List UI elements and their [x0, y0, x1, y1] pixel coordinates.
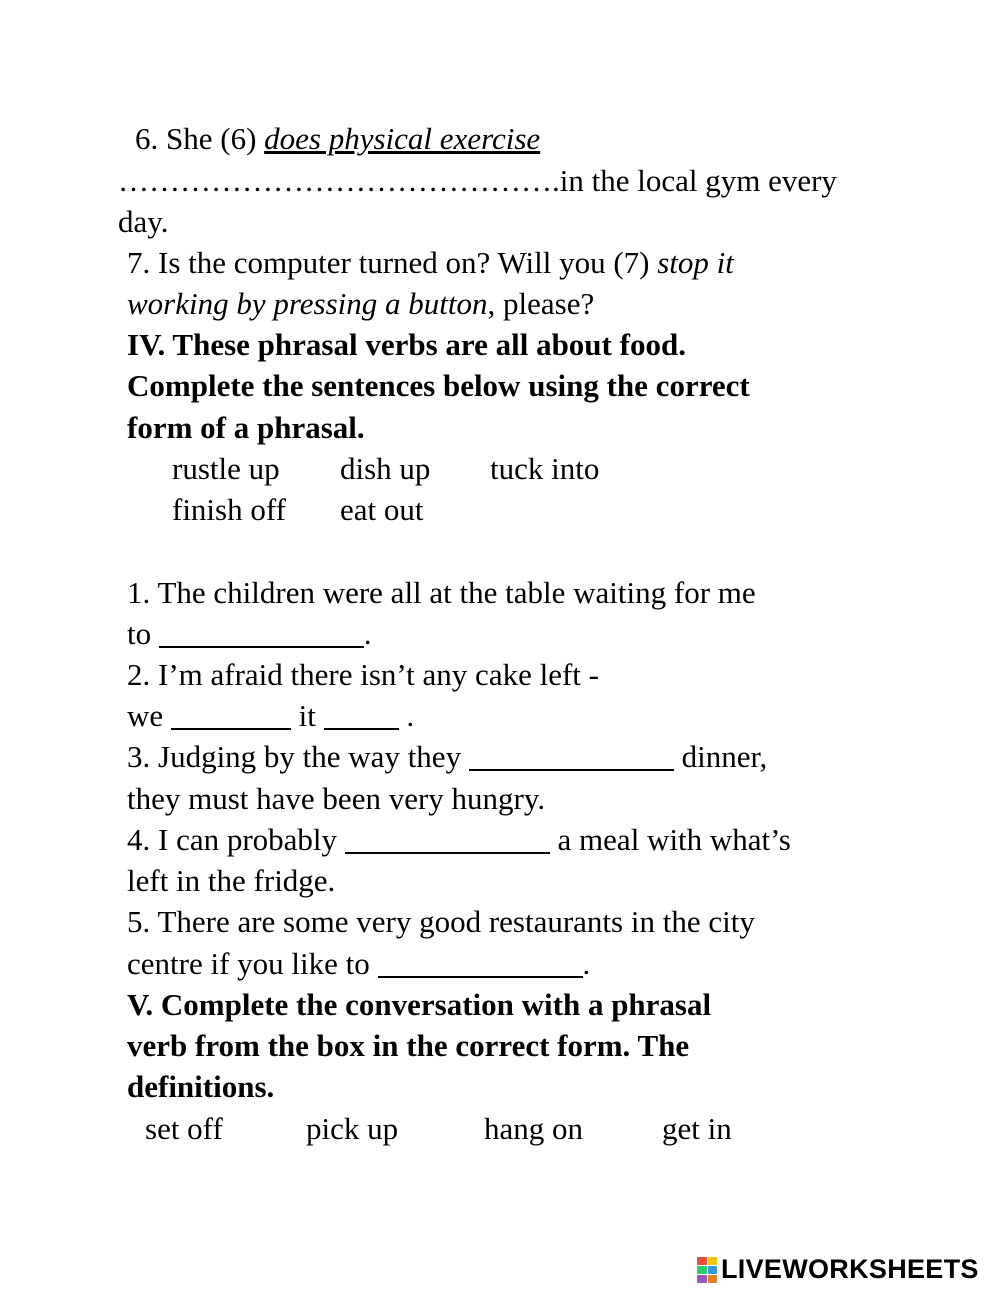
- question-1-to: to: [127, 616, 152, 651]
- word-finish-off: finish off: [172, 492, 286, 527]
- item-6-end: day.: [118, 204, 169, 239]
- question-4-line-1: [127, 820, 791, 860]
- answer-blank-2b[interactable]: [324, 698, 399, 730]
- answer-blank-2a[interactable]: [171, 698, 291, 730]
- item-6-tail: in the local gym every: [559, 163, 837, 198]
- item-6-prefix: 6. She (6): [135, 121, 265, 156]
- question-3-line-1: [127, 737, 767, 777]
- question-3-line-2: they must have been very hungry.: [127, 781, 546, 816]
- word-dish-up: dish up: [340, 451, 431, 486]
- question-4-line-2: left in the fridge.: [127, 863, 336, 898]
- question-2-line-1: 2. I’m afraid there isn’t any cake left -: [127, 657, 599, 692]
- item-7-prefix: 7. Is the computer turned on? Will you (7): [127, 245, 658, 280]
- question-5-line-1: 5. There are some very good restaurants in the city: [127, 904, 755, 939]
- question-4-start: 4. I can probably: [127, 822, 338, 857]
- question-4-end: a meal with what’s: [557, 822, 791, 857]
- item-7-italic-2: working by pressing a button: [127, 286, 488, 321]
- question-2-line-2: [127, 696, 414, 736]
- question-1-line-1: 1. The children were all at the table waiting for me: [127, 575, 756, 610]
- liveworksheets-logo-text: LIVEWORKSHEETS: [721, 1254, 979, 1284]
- word-rustle-up: rustle up: [172, 451, 280, 486]
- question-3-start: 3. Judging by the way they: [127, 739, 462, 774]
- question-5-line-2: [127, 944, 590, 984]
- section-4-heading-3: form of a phrasal.: [127, 410, 365, 445]
- question-3-dinner: dinner,: [681, 739, 768, 774]
- word-tuck-into: tuck into: [490, 451, 600, 486]
- word-box-section-5: [145, 1109, 732, 1149]
- question-2-it: it: [298, 698, 316, 733]
- question-1-period: .: [363, 616, 372, 651]
- section-5-heading-3: definitions.: [127, 1069, 275, 1104]
- item-6-line-2: [118, 161, 837, 201]
- word-pick-up: pick up: [306, 1111, 399, 1146]
- word-set-off: set off: [145, 1111, 223, 1146]
- word-hang-on: hang on: [484, 1111, 584, 1146]
- section-4-heading-1: IV. These phrasal verbs are all about food.: [127, 327, 686, 362]
- item-7-italic-1: stop it: [657, 245, 734, 280]
- section-5-heading-2: verb from the box in the correct form. The: [127, 1028, 690, 1063]
- section-5-heading-1: V. Complete the conversation with a phrasal: [127, 987, 712, 1022]
- item-6-answer: does physical exercise: [264, 121, 541, 156]
- question-5-start: centre if you like to: [127, 946, 370, 981]
- answer-blank-1[interactable]: [159, 616, 364, 648]
- answer-blank-3[interactable]: [469, 739, 674, 771]
- item-7-tail: , please?: [487, 286, 595, 321]
- liveworksheets-logo-icon: [697, 1257, 717, 1283]
- question-5-period: .: [582, 946, 591, 981]
- item-7-line-2: [127, 284, 594, 324]
- section-4-heading-2: Complete the sentences below using the correct: [127, 368, 750, 403]
- answer-blank-5[interactable]: [378, 946, 583, 978]
- question-1-line-2: [127, 614, 372, 654]
- item-7-line-1: [127, 243, 734, 283]
- word-get-in: get in: [662, 1111, 732, 1146]
- item-6-dots: …………………………………….: [118, 163, 560, 198]
- item-6-line-3: [118, 202, 169, 242]
- item-6-line-1: [135, 119, 540, 159]
- question-2-period: .: [406, 698, 415, 733]
- word-box-row-1: [172, 449, 599, 489]
- liveworksheets-logo: [697, 1254, 979, 1285]
- question-2-we: we: [127, 698, 164, 733]
- word-eat-out: eat out: [340, 492, 424, 527]
- word-box-row-2: [172, 490, 424, 530]
- answer-blank-4[interactable]: [345, 822, 550, 854]
